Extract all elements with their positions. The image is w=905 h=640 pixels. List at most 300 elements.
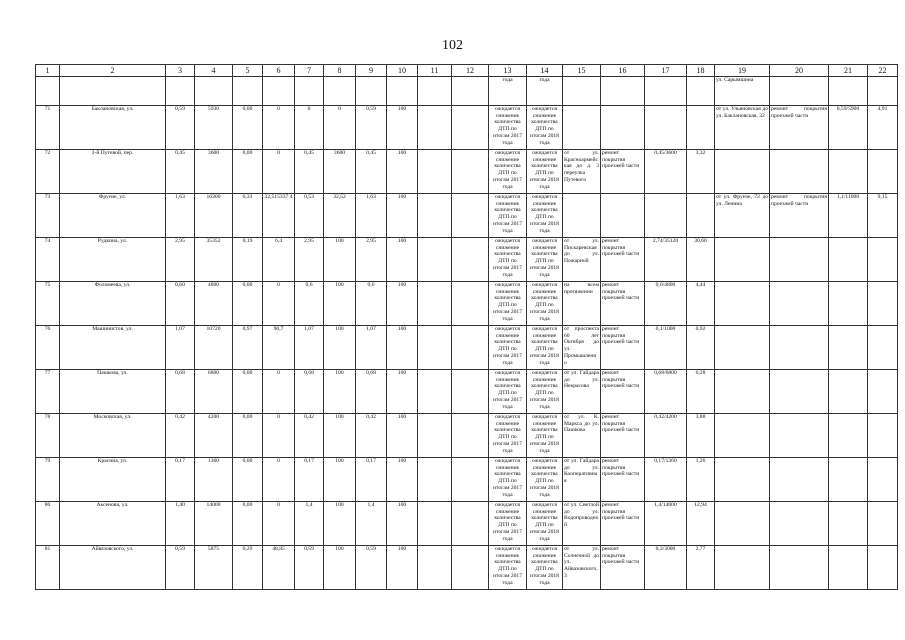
- table-cell: 0,59: [166, 106, 195, 150]
- column-number-row: [36, 65, 898, 77]
- table-cell: ожидается снижение количества ДТП по итогам 2018 года: [527, 194, 563, 238]
- table-cell: 4,91: [868, 106, 898, 150]
- table-cell: [829, 282, 868, 326]
- table-cell: 10720: [195, 326, 233, 370]
- table-cell: ожидается снижение количества ДТП по итогам 2018 года: [527, 326, 563, 370]
- table-cell: 100: [387, 414, 418, 458]
- table-cell: 0,42/4200: [645, 414, 687, 458]
- table-cell: 100: [324, 370, 356, 414]
- table-cell: [715, 370, 770, 414]
- table-cell: 100: [324, 282, 356, 326]
- table-cell: 12,94: [687, 502, 715, 546]
- table-cell: [829, 370, 868, 414]
- table-cell: 0,68: [356, 370, 387, 414]
- table-row: [36, 150, 898, 194]
- table-cell: 80: [36, 502, 60, 546]
- table-cell: от ул. Светлой до ул. Водопроводной: [563, 502, 601, 546]
- table-cell: 0,17: [356, 458, 387, 502]
- table-cell: 100: [324, 238, 356, 282]
- table-row: [36, 414, 898, 458]
- table-cell: [452, 458, 489, 502]
- table-cell: [829, 414, 868, 458]
- table-cell: 0,17: [166, 458, 195, 502]
- column-number: 13: [489, 65, 527, 77]
- column-number: 22: [868, 65, 898, 77]
- road-repair-table: [35, 64, 898, 590]
- table-cell: от ул. Ульяновская до ул. Баклановская, 32: [715, 106, 770, 150]
- table-row: [36, 238, 898, 282]
- table-cell: [687, 106, 715, 150]
- street-name-cell: Пашкова, ул.: [60, 370, 166, 414]
- table-cell: 0,00: [233, 106, 263, 150]
- table-cell: 0,17/1360: [645, 458, 687, 502]
- table-cell: 78: [36, 414, 60, 458]
- table-cell: 0,17: [295, 458, 324, 502]
- table-cell: [601, 106, 645, 150]
- table-cell: 72: [36, 150, 60, 194]
- table-cell: 0,45/3600: [645, 150, 687, 194]
- table-cell: [324, 77, 356, 106]
- table-cell: [418, 370, 452, 414]
- column-number: 7: [295, 65, 324, 77]
- street-name-cell: Баклановская, ул.: [60, 106, 166, 150]
- table-cell: 79: [36, 458, 60, 502]
- table-cell: [829, 458, 868, 502]
- table-cell: [868, 77, 898, 106]
- street-name-cell: Рудкина, ул.: [60, 238, 166, 282]
- table-cell: [829, 77, 868, 106]
- street-name-cell: Фоломеева, ул.: [60, 282, 166, 326]
- table-row: [36, 458, 898, 502]
- table-cell: от ул. Гайдара до ул. Некрасова: [563, 370, 601, 414]
- table-cell: 73: [36, 194, 60, 238]
- table-cell: ожидается снижение количества ДТП по итогам 2018 года: [527, 414, 563, 458]
- table-cell: от ул. Пискаревская до ул. Пожарной: [563, 238, 601, 282]
- column-number: 19: [715, 65, 770, 77]
- table-cell: [829, 150, 868, 194]
- table-cell: 1,4: [295, 502, 324, 546]
- table-cell: 0,6: [356, 282, 387, 326]
- table-cell: 0: [263, 502, 295, 546]
- table-cell: [418, 502, 452, 546]
- table-cell: 9,15: [868, 194, 898, 238]
- table-cell: ожидается снижение количества ДТП по итогам 2017 года: [489, 414, 527, 458]
- table-cell: 0,33: [233, 194, 263, 238]
- table-cell: 0,53: [295, 194, 324, 238]
- page-number: 102: [442, 38, 463, 53]
- table-cell: 0,59: [356, 106, 387, 150]
- table-cell: [418, 414, 452, 458]
- continuation-row: [36, 77, 898, 106]
- table-cell: [868, 370, 898, 414]
- table-cell: [36, 77, 60, 106]
- table-cell: 0: [263, 370, 295, 414]
- table-cell: [868, 238, 898, 282]
- table-cell: 0: [324, 106, 356, 150]
- table-cell: [601, 77, 645, 106]
- table-cell: года: [527, 77, 563, 106]
- table-cell: [868, 502, 898, 546]
- table-cell: ремонт покрытия проезжей части: [601, 546, 645, 590]
- column-number: 2: [60, 65, 166, 77]
- table-cell: 32,515337 4: [263, 194, 295, 238]
- table-cell: 0,45: [356, 150, 387, 194]
- table-cell: [715, 458, 770, 502]
- table-cell: [645, 194, 687, 238]
- table-cell: 0: [263, 282, 295, 326]
- table-cell: [452, 282, 489, 326]
- table-cell: 48,85: [263, 546, 295, 590]
- table-cell: ожидается снижение количества ДТП по итогам 2017 года: [489, 458, 527, 502]
- table-cell: 2,95: [166, 238, 195, 282]
- street-name-cell: Машинистов, ул.: [60, 326, 166, 370]
- table-cell: ожидается снижение количества ДТП по итогам 2018 года: [527, 106, 563, 150]
- table-cell: [418, 546, 452, 590]
- column-number: 20: [770, 65, 829, 77]
- table-row: [36, 546, 898, 590]
- table-cell: 0,68: [295, 370, 324, 414]
- table-cell: [60, 77, 166, 106]
- table-cell: ремонт покрытия проезжей части: [601, 282, 645, 326]
- column-number: 17: [645, 65, 687, 77]
- table-cell: [829, 238, 868, 282]
- table-cell: 14000: [195, 502, 233, 546]
- table-cell: 0,59: [356, 546, 387, 590]
- table-cell: [563, 194, 601, 238]
- table-cell: 3600: [324, 150, 356, 194]
- table-cell: 100: [387, 502, 418, 546]
- table-cell: ремонт покрытия проезжей части: [770, 106, 829, 150]
- table-cell: [452, 238, 489, 282]
- table-cell: 4200: [195, 414, 233, 458]
- table-cell: [687, 194, 715, 238]
- table-cell: 3,88: [687, 414, 715, 458]
- table-cell: [715, 414, 770, 458]
- table-cell: [563, 106, 601, 150]
- table-cell: [868, 326, 898, 370]
- table-cell: 6,4: [263, 238, 295, 282]
- table-cell: ремонт покрытия проезжей части: [601, 326, 645, 370]
- table-cell: [868, 414, 898, 458]
- table-cell: [263, 77, 295, 106]
- table-cell: 30,60: [687, 238, 715, 282]
- table-cell: ожидается снижение количества ДТП по итогам 2017 года: [489, 370, 527, 414]
- table-cell: [418, 150, 452, 194]
- table-cell: 0,45: [295, 150, 324, 194]
- table-cell: 100: [387, 150, 418, 194]
- table-cell: [233, 77, 263, 106]
- table-cell: 0,19: [233, 238, 263, 282]
- table-cell: 0,00: [233, 502, 263, 546]
- table-cell: [418, 326, 452, 370]
- table-cell: ремонт покрытия проезжей части: [601, 370, 645, 414]
- table-cell: 100: [387, 326, 418, 370]
- table-cell: 4800: [195, 282, 233, 326]
- table-cell: 100: [387, 282, 418, 326]
- table-cell: [715, 282, 770, 326]
- table-cell: 0: [295, 106, 324, 150]
- table-cell: 100: [387, 106, 418, 150]
- table-cell: 0,6: [295, 282, 324, 326]
- table-cell: 1,07: [166, 326, 195, 370]
- table-cell: [868, 282, 898, 326]
- table-cell: от ул. Солнечной до ул. Айвазовского, 3: [563, 546, 601, 590]
- table-cell: 0,00: [233, 458, 263, 502]
- table-cell: [418, 194, 452, 238]
- table-cell: [563, 77, 601, 106]
- table-row: [36, 326, 898, 370]
- table-cell: [715, 502, 770, 546]
- table-cell: 1,26: [687, 458, 715, 502]
- table-cell: [770, 326, 829, 370]
- column-number: 9: [356, 65, 387, 77]
- table-cell: 1,4/14000: [645, 502, 687, 546]
- table-cell: от проспекта 60 лет Октября до ул. Промышленно: [563, 326, 601, 370]
- table-cell: ул. Сарымшина: [715, 77, 770, 106]
- table-cell: ремонт покрытия проезжей части: [601, 458, 645, 502]
- table-cell: 1,40: [166, 502, 195, 546]
- table-cell: [770, 77, 829, 106]
- table-cell: 2,95: [295, 238, 324, 282]
- table-cell: 100: [387, 238, 418, 282]
- table-cell: [868, 150, 898, 194]
- column-number: 14: [527, 65, 563, 77]
- table-cell: от ул. К. Маркса до ул. Пашкова: [563, 414, 601, 458]
- table-cell: 0,42: [295, 414, 324, 458]
- column-number: 15: [563, 65, 601, 77]
- table-cell: [452, 414, 489, 458]
- table-cell: ожидается снижение количества ДТП по итогам 2017 года: [489, 194, 527, 238]
- table-cell: 0,68/6800: [645, 370, 687, 414]
- street-name-cell: Красина, ул.: [60, 458, 166, 502]
- table-cell: 3,32: [687, 150, 715, 194]
- table-cell: 0,97: [233, 326, 263, 370]
- table-cell: [770, 150, 829, 194]
- table-cell: ремонт покрытия проезжей части: [770, 194, 829, 238]
- table-cell: ожидается снижение количества ДТП по итогам 2017 года: [489, 546, 527, 590]
- table-cell: 90,7: [263, 326, 295, 370]
- table-row: [36, 502, 898, 546]
- table-cell: 35352: [195, 238, 233, 282]
- table-cell: 77: [36, 370, 60, 414]
- table-cell: 2,74/35120: [645, 238, 687, 282]
- table-cell: 0,60: [166, 282, 195, 326]
- table-cell: 0,3/3000: [645, 546, 687, 590]
- table-row: [36, 106, 898, 150]
- table-cell: [418, 106, 452, 150]
- table-cell: ожидается снижение количества ДТП по итогам 2018 года: [527, 502, 563, 546]
- table-cell: ремонт покрытия проезжей части: [601, 150, 645, 194]
- column-number: 5: [233, 65, 263, 77]
- table-cell: на всем протяжении: [563, 282, 601, 326]
- table-cell: [715, 546, 770, 590]
- table-cell: года: [489, 77, 527, 106]
- table-cell: 16300: [195, 194, 233, 238]
- table-cell: 0,92: [687, 326, 715, 370]
- table-cell: [452, 77, 489, 106]
- table-cell: 71: [36, 106, 60, 150]
- table-cell: ожидается снижение количества ДТП по итогам 2018 года: [527, 238, 563, 282]
- table-cell: 100: [324, 546, 356, 590]
- table-cell: ожидается снижение количества ДТП по итогам 2018 года: [527, 546, 563, 590]
- table-cell: ожидается снижение количества ДТП по итогам 2017 года: [489, 106, 527, 150]
- table-cell: 0,42: [356, 414, 387, 458]
- table-cell: 100: [387, 194, 418, 238]
- table-cell: 1,63: [166, 194, 195, 238]
- table-cell: 81: [36, 546, 60, 590]
- table-cell: [868, 458, 898, 502]
- table-cell: [601, 194, 645, 238]
- table-cell: ремонт покрытия проезжей части: [601, 502, 645, 546]
- table-cell: 0: [263, 106, 295, 150]
- table-cell: 0,00: [233, 150, 263, 194]
- table-cell: 1,4: [356, 502, 387, 546]
- table-cell: 100: [387, 370, 418, 414]
- table-cell: [770, 238, 829, 282]
- table-cell: ремонт покрытия проезжей части: [601, 238, 645, 282]
- column-number: 8: [324, 65, 356, 77]
- table-cell: 0,59: [166, 546, 195, 590]
- table-cell: ожидается снижение количества ДТП по итогам 2018 года: [527, 370, 563, 414]
- table-cell: [452, 326, 489, 370]
- column-number: 18: [687, 65, 715, 77]
- table-cell: 6,28: [687, 370, 715, 414]
- table-cell: 75: [36, 282, 60, 326]
- street-name-cell: Фрунзе, ул.: [60, 194, 166, 238]
- table-cell: ожидается снижение количества ДТП по итогам 2017 года: [489, 150, 527, 194]
- table-cell: [418, 238, 452, 282]
- table-cell: 2,95: [356, 238, 387, 282]
- table-cell: [387, 77, 418, 106]
- table-cell: ожидается снижение количества ДТП по итогам 2017 года: [489, 238, 527, 282]
- table-cell: 1,1/11000: [829, 194, 868, 238]
- table-cell: [195, 77, 233, 106]
- table-cell: [166, 77, 195, 106]
- table-cell: 0,59: [295, 546, 324, 590]
- table-cell: [770, 282, 829, 326]
- table-cell: [829, 502, 868, 546]
- table-cell: [645, 77, 687, 106]
- table-cell: 100: [324, 458, 356, 502]
- table-cell: 4,44: [687, 282, 715, 326]
- table-cell: 100: [324, 414, 356, 458]
- table-cell: 0,42: [166, 414, 195, 458]
- table-cell: 0,00: [233, 370, 263, 414]
- table-cell: 100: [387, 458, 418, 502]
- table-cell: [715, 150, 770, 194]
- table-cell: 1360: [195, 458, 233, 502]
- table-cell: 0,68: [166, 370, 195, 414]
- table-cell: [770, 546, 829, 590]
- table-cell: [687, 77, 715, 106]
- table-cell: ожидается снижение количества ДТП по итогам 2017 года: [489, 326, 527, 370]
- table-cell: [452, 546, 489, 590]
- table-cell: от ул. Фрунзе, 72 до ул. Ленина: [715, 194, 770, 238]
- column-number: 21: [829, 65, 868, 77]
- table-cell: ремонт покрытия проезжей части: [601, 414, 645, 458]
- table-cell: 0,29: [233, 546, 263, 590]
- column-number: 11: [418, 65, 452, 77]
- street-name-cell: Аксенова, ул.: [60, 502, 166, 546]
- table-cell: ожидается снижение количества ДТП по итогам 2018 года: [527, 282, 563, 326]
- table-cell: [418, 282, 452, 326]
- table-cell: 100: [387, 546, 418, 590]
- table-cell: [418, 458, 452, 502]
- street-name-cell: 3-й Путевой, пер.: [60, 150, 166, 194]
- table-cell: 2,77: [687, 546, 715, 590]
- table-cell: ожидается снижение количества ДТП по итогам 2017 года: [489, 502, 527, 546]
- table-cell: от ул. Красноармейская до д. 3 переулка Путевого: [563, 150, 601, 194]
- table-cell: 100: [324, 502, 356, 546]
- table-cell: [770, 370, 829, 414]
- column-number: 10: [387, 65, 418, 77]
- table-cell: 100: [324, 326, 356, 370]
- table-cell: [452, 194, 489, 238]
- table-cell: [770, 502, 829, 546]
- table-cell: ожидается снижение количества ДТП по итогам 2018 года: [527, 150, 563, 194]
- table-cell: [868, 546, 898, 590]
- table-cell: [770, 414, 829, 458]
- table-cell: 32,52: [324, 194, 356, 238]
- table-cell: 0,00: [233, 414, 263, 458]
- table-cell: [452, 370, 489, 414]
- column-number: 1: [36, 65, 60, 77]
- street-name-cell: Айвазовского, ул.: [60, 546, 166, 590]
- table-cell: 1,07: [356, 326, 387, 370]
- table-cell: [295, 77, 324, 106]
- table-cell: [829, 326, 868, 370]
- table-cell: [829, 546, 868, 590]
- table-cell: [770, 458, 829, 502]
- street-name-cell: Московская, ул.: [60, 414, 166, 458]
- column-number: 16: [601, 65, 645, 77]
- table-cell: [645, 106, 687, 150]
- table-cell: 76: [36, 326, 60, 370]
- table-row: [36, 282, 898, 326]
- table-cell: 0,00: [233, 282, 263, 326]
- table-cell: 0: [263, 414, 295, 458]
- table-row: [36, 370, 898, 414]
- table-cell: 5930: [195, 106, 233, 150]
- table-cell: 3600: [195, 150, 233, 194]
- table-cell: ожидается снижение количества ДТП по итогам 2018 года: [527, 458, 563, 502]
- table-cell: [452, 502, 489, 546]
- column-number: 12: [452, 65, 489, 77]
- table-cell: 0,1/1000: [645, 326, 687, 370]
- table-row: [36, 194, 898, 238]
- column-number: 3: [166, 65, 195, 77]
- table-cell: 0,6/4800: [645, 282, 687, 326]
- table-cell: 74: [36, 238, 60, 282]
- column-number: 6: [263, 65, 295, 77]
- table-cell: [452, 150, 489, 194]
- table-cell: 0: [263, 150, 295, 194]
- table-cell: [715, 238, 770, 282]
- table-cell: [715, 326, 770, 370]
- table-cell: от ул. Гайдара до ул. Кооперативная: [563, 458, 601, 502]
- table-cell: 1,07: [295, 326, 324, 370]
- table-cell: [452, 106, 489, 150]
- table-cell: 5875: [195, 546, 233, 590]
- table-cell: 0: [263, 458, 295, 502]
- table-cell: 0,59/5900: [829, 106, 868, 150]
- table-cell: [418, 77, 452, 106]
- table-cell: 6800: [195, 370, 233, 414]
- table-cell: 0,45: [166, 150, 195, 194]
- table-cell: 1,63: [356, 194, 387, 238]
- table-cell: [356, 77, 387, 106]
- column-number: 4: [195, 65, 233, 77]
